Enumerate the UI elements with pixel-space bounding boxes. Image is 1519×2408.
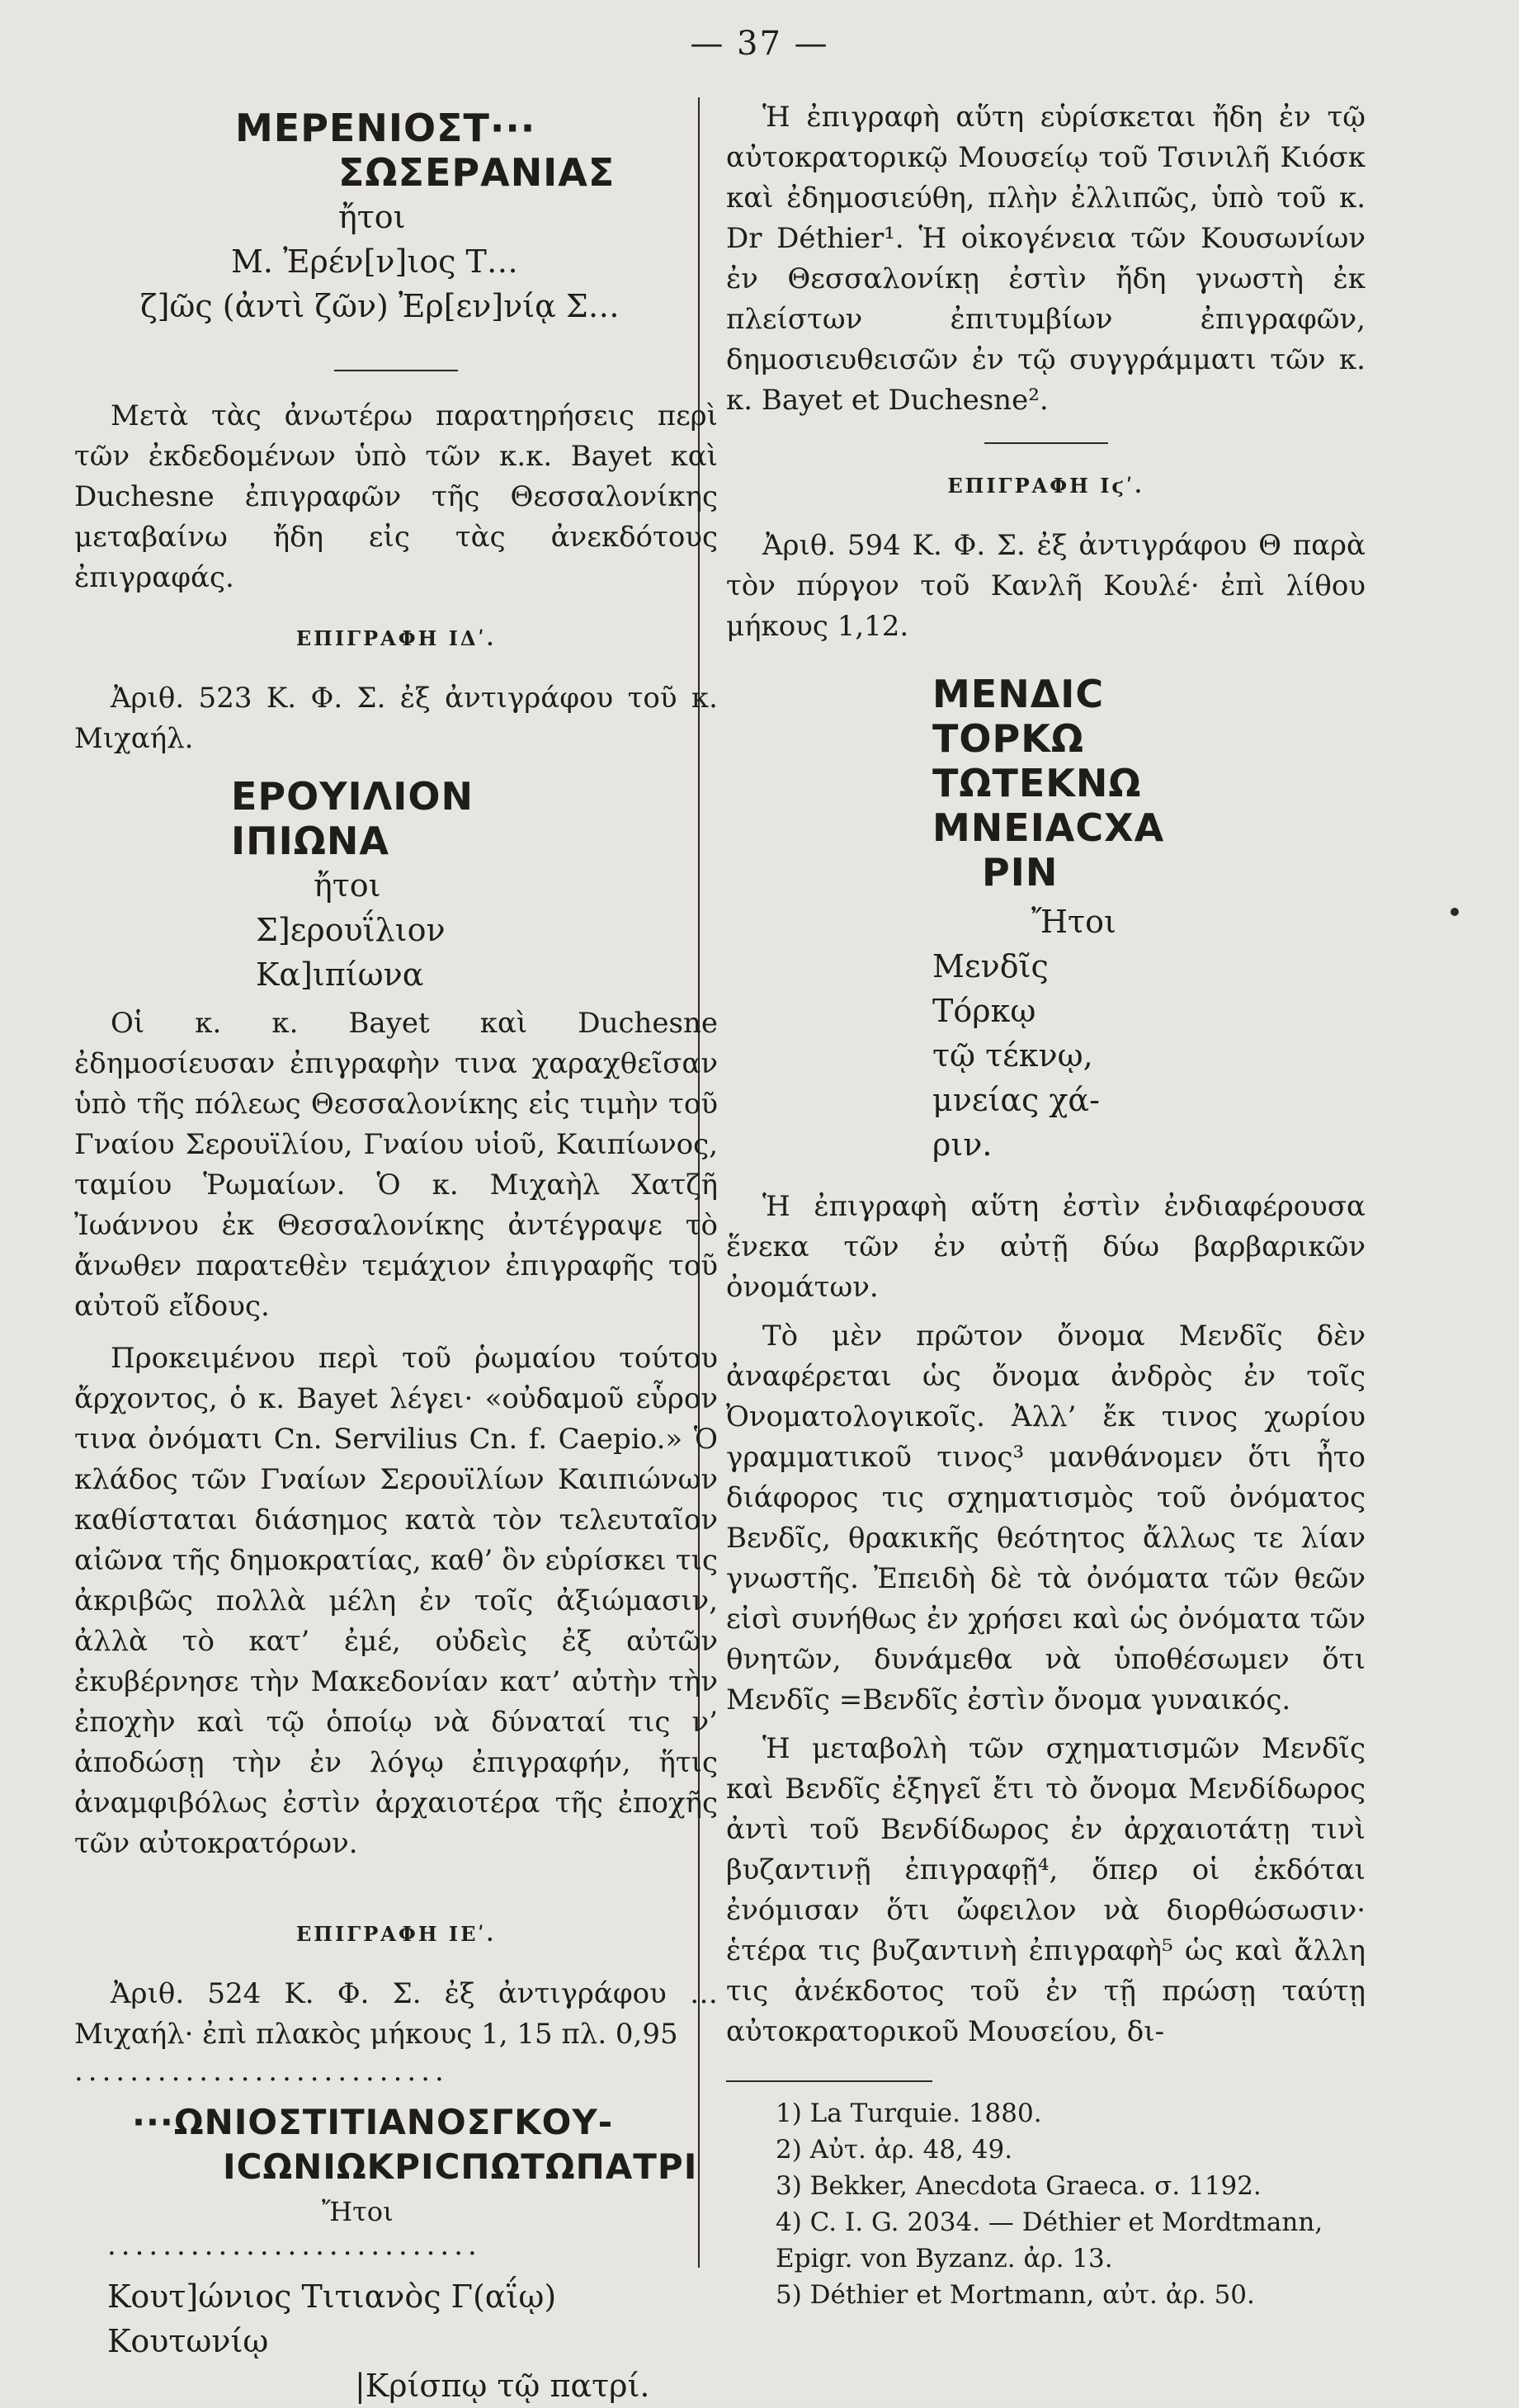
page-number: — 37 —	[690, 25, 829, 63]
ink-spot	[1451, 908, 1459, 916]
inscription-13	[74, 106, 718, 328]
section-rule	[334, 370, 458, 371]
etoi-label: ἤτοι	[338, 199, 406, 235]
paragraph-14b: Προκειμένου περὶ τοῦ ῥωμαίου τούτου ἄρχοντος, ὁ κ. Bayet λέγει· «οὐδαμοῦ εὗρον τινα ὀνόματι Cn. Servilius Cn. f. Caepio.» Ὁ κλάδος τῶν Γναίων Σερουϊλίων Καιπιώνων καθίσταται διάσημος κατὰ τὸν τελευταῖον αἰῶνα τῆς δημοκρατίας, καθ’ ὃν εὑρίσκει τις ἀκριβῶς πολλὰ μέλη ἐν τοῖς ἀξιώμασιν, ἀλλὰ τὸ κατ’ ἐμέ, οὐδεὶς ἐξ αὐτῶν ἐκυβέρνησε τὴν Μακεδονίαν κατ’ αὐτὴν τὴν ἐποχὴν καὶ τῷ ὁποίῳ νὰ δύναταί τις ν’ ἀποδώσῃ τὴν ἐν λόγῳ ἐπιγραφήν, ἥτις ἀναμφιβόλως ἐστὶν ἀρχαιοτέρα τῆς ἐποχῆς τῶν αὐτοκρατόρων.	[74, 1342, 718, 1860]
heading-inscription-16: ΕΠΙΓΡΑΦΗ Ιϛʹ.	[947, 474, 1144, 498]
intro-paragraph: Μετὰ τὰς ἀνωτέρω παρατηρήσεις περὶ τῶν ἐκδεδομένων ὑπὸ τῶν κ.κ. Bayet καὶ Duchesne ἐπιγραφῶν τῆς Θεσσαλονίκης μεταβαίνω ἤδη εἰς τὰς ἀνεκδότους ἐπιγραφάς.	[74, 399, 718, 594]
heading-inscription-14: ΕΠΙΓΡΑΦΗ ΙΔʹ.	[295, 626, 497, 650]
reference-16: Ἀριθ. 594 Κ. Φ. Σ. ἐξ ἀντιγράφου Θ παρὰ τὸν πύργον τοῦ Κανλῆ Κουλέ· ἐπὶ λίθου μήκους 1,12.	[726, 529, 1366, 643]
reference-14: Ἀριθ. 523 Κ. Φ. Σ. ἐξ ἀντιγράφου τοῦ κ. Μιχαήλ.	[74, 682, 718, 755]
transcription-line: Τόρκῳ	[932, 993, 1036, 1029]
transcription-line: Μ. Ἐρέν[ν]ιος Τ…	[231, 243, 518, 280]
paragraph-15: Ἡ ἐπιγραφὴ αὕτη εὑρίσκεται ἤδη ἐν τῷ αὐτοκρατορικῷ Μουσείῳ τοῦ Τσινιλῆ Κιόσκ καὶ ἐδημοσιεύθη, πλὴν ἐλλιπῶς, ὑπὸ τοῦ κ. Dr Déthier¹. Ἡ οἰκογένεια τῶν Κουσωνίων ἐν Θεσσαλονίκῃ ἐστὶν ἤδη γνωστὴ ἐκ πλείστων ἐπιτυμβίων ἐπιγραφῶν, δημοσιευθεισῶν ἐν τῷ συγγράμματι τῶν κ. κ. Bayet et Duchesne².	[726, 101, 1366, 417]
inscription-line: ΣΩΣΕΡΑΝΙΑΣ	[338, 150, 616, 195]
etoi-label: Ἤτοι	[1031, 904, 1116, 940]
transcription-line: ζ]ῶς (ἀντὶ ζῶν) Ἐρ[εν]νίᾳ Σ…	[140, 288, 620, 324]
heading-inscription-15: ΕΠΙΓΡΑΦΗ ΙΕʹ.	[296, 1922, 496, 1946]
right-column	[726, 97, 1366, 2313]
inscription-line: ΤΟΡΚΩ	[932, 716, 1084, 761]
inscription-15	[74, 2060, 718, 2408]
inscription-line: ···ΩΝΙΟΣΤΙΤΙΑΝΟΣΓΚΟΥ-	[132, 2102, 614, 2142]
inscription-line: ΜΕΡΕΝΙΟΣΤ···	[235, 106, 536, 150]
footnote: 5) Déthier et Mortmann, αὐτ. ἀρ. 50.	[776, 2280, 1255, 2310]
transcription-line: Σ]ερουΐλιον	[256, 912, 446, 948]
transcription-line: μνείας χά-	[932, 1082, 1100, 1118]
etoi-label: ἤτοι	[314, 867, 381, 904]
inscription-16	[726, 672, 1366, 1167]
inscription-line: ΡΙΝ	[982, 850, 1059, 895]
section-rule	[984, 442, 1108, 444]
paragraph-16b: Τὸ μὲν πρῶτον ὄνομα Μενδῖς δὲν ἀναφέρεται ὡς ὄνομα ἀνδρὸς ἐν τοῖς Ὀνοματολογικοῖς. Ἀλλ’ ἔκ τινος χωρίου γραμματικοῦ τινος³ μανθάνομεν ὅτι ἦτο διάφορος τις σχηματισμὸς τοῦ ὀνόματος Βενδῖς, θρακικῆς θεότητος ἄλλως τε λίαν γνωστῆς. Ἐπειδὴ δὲ τὰ ὀνόματα τῶν θεῶν εἰσὶ συνήθως ἐν χρήσει καὶ ὡς ὀνόματα τῶν θνητῶν, δυνάμεθα νὰ ὑποθέσωμεν ὅτι Μενδῖς =Βενδῖς ἐστὶν ὄνομα γυναικός.	[726, 1320, 1366, 1716]
inscription-line: ΙΠΙΩΝΑ	[231, 819, 389, 863]
inscription-line: ΕΡΟΥΙΛΙΟΝ	[231, 774, 474, 819]
transcription-line: ριν.	[932, 1126, 993, 1163]
footnote: 2) Αὐτ. ἀρ. 48, 49.	[776, 2135, 1013, 2165]
inscription-line: ΜΕΝΔΙϹ	[932, 672, 1105, 716]
lacuna-dots: ···························	[74, 2063, 449, 2096]
transcription-line: Κα]ιπίωνα	[256, 956, 424, 993]
transcription-line: Μενδῖς	[932, 948, 1049, 984]
paragraph-14a: Οἱ κ. κ. Bayet καὶ Duchesne ἐδημοσίευσαν ἐπιγραφὴν τινα χαραχθεῖσαν ὑπὸ τῆς πόλεως Θεσσαλονίκης εἰς τιμὴν τοῦ Γναίου Σερουϊλίου, Γναίου υἱοῦ, Καιπίωνος, ταμίου Ῥωμαίων. Ὁ κ. Μιχαὴλ Χατζῆ Ἰωάννου ἐκ Θεσσαλονίκης ἀντέγραψε τὸ ἄνωθεν παρατεθὲν τεμάχιον ἐπιγραφῆς τοῦ αὐτοῦ εἴδους.	[74, 1007, 718, 1323]
transcription-line: Κουτ]ώνιος Τιτιανὸς Γ(αΐῳ) Κουτωνίῳ	[107, 2278, 557, 2359]
left-column	[74, 97, 718, 2408]
inscription-line: ΜΝΕΙΑϹΧΑ	[932, 805, 1165, 850]
footnote: 4) C. I. G. 2034. — Déthier et Mordtmann, Epigr. von Byzanz. ἀρ. 13.	[776, 2207, 1323, 2273]
footnote-rule	[726, 2080, 932, 2082]
lacuna-dots: ···························	[107, 2237, 482, 2270]
reference-15: Ἀριθ. 524 Κ. Φ. Σ. ἐξ ἀντιγράφου … Μιχαήλ· ἐπὶ πλακὸς μήκους 1, 15 πλ. 0,95	[74, 1977, 718, 2051]
etoi-label: Ἤτοι	[322, 2196, 394, 2227]
footnote: 3) Bekker, Anecdota Graeca. σ. 1192.	[776, 2171, 1262, 2201]
inscription-line: ΤΩΤΕΚΝΩ	[932, 761, 1142, 805]
footnote: 1) La Turquie. 1880.	[776, 2099, 1042, 2128]
paragraph-16c: Ἡ μεταβολὴ τῶν σχηματισμῶν Μενδῖς καὶ Βενδῖς ἐξηγεῖ ἔτι τὸ ὄνομα Μενδίδωρος ἀντὶ τοῦ Βενδίδωρος ἐν ἀρχαιοτάτῃ τινὶ βυζαντινῇ ἐπιγραφῇ⁴, ὅπερ οἱ ἐκδόται ἐνόμισαν ὅτι ὤφειλον νὰ διορθώσωσιν· ἑτέρα τις βυζαντινὴ ἐπιγραφὴ⁵ ὡς καὶ ἄλλη τις ἀνέκδοτος τοῦ ἐν τῇ πρώσῃ ταύτῃ αὐτοκρατορικοῦ Μουσείου, δι-	[726, 1732, 1366, 2048]
transcription-line: |Κρίσπῳ τῷ πατρί.	[355, 2368, 650, 2404]
transcription-line: τῷ τέκνῳ,	[932, 1037, 1093, 1074]
inscription-line: ΙϹΩΝΙΩΚΡΙϹΠΩΤΩΠΑΤΡΙ	[223, 2146, 698, 2187]
paragraph-16a: Ἡ ἐπιγραφὴ αὕτη ἐστὶν ἐνδιαφέρουσα ἕνεκα τῶν ἐν αὐτῇ δύω βαρβαρικῶν ὀνομάτων.	[726, 1190, 1366, 1304]
inscription-14	[74, 774, 718, 997]
footnotes	[726, 2095, 1366, 2313]
